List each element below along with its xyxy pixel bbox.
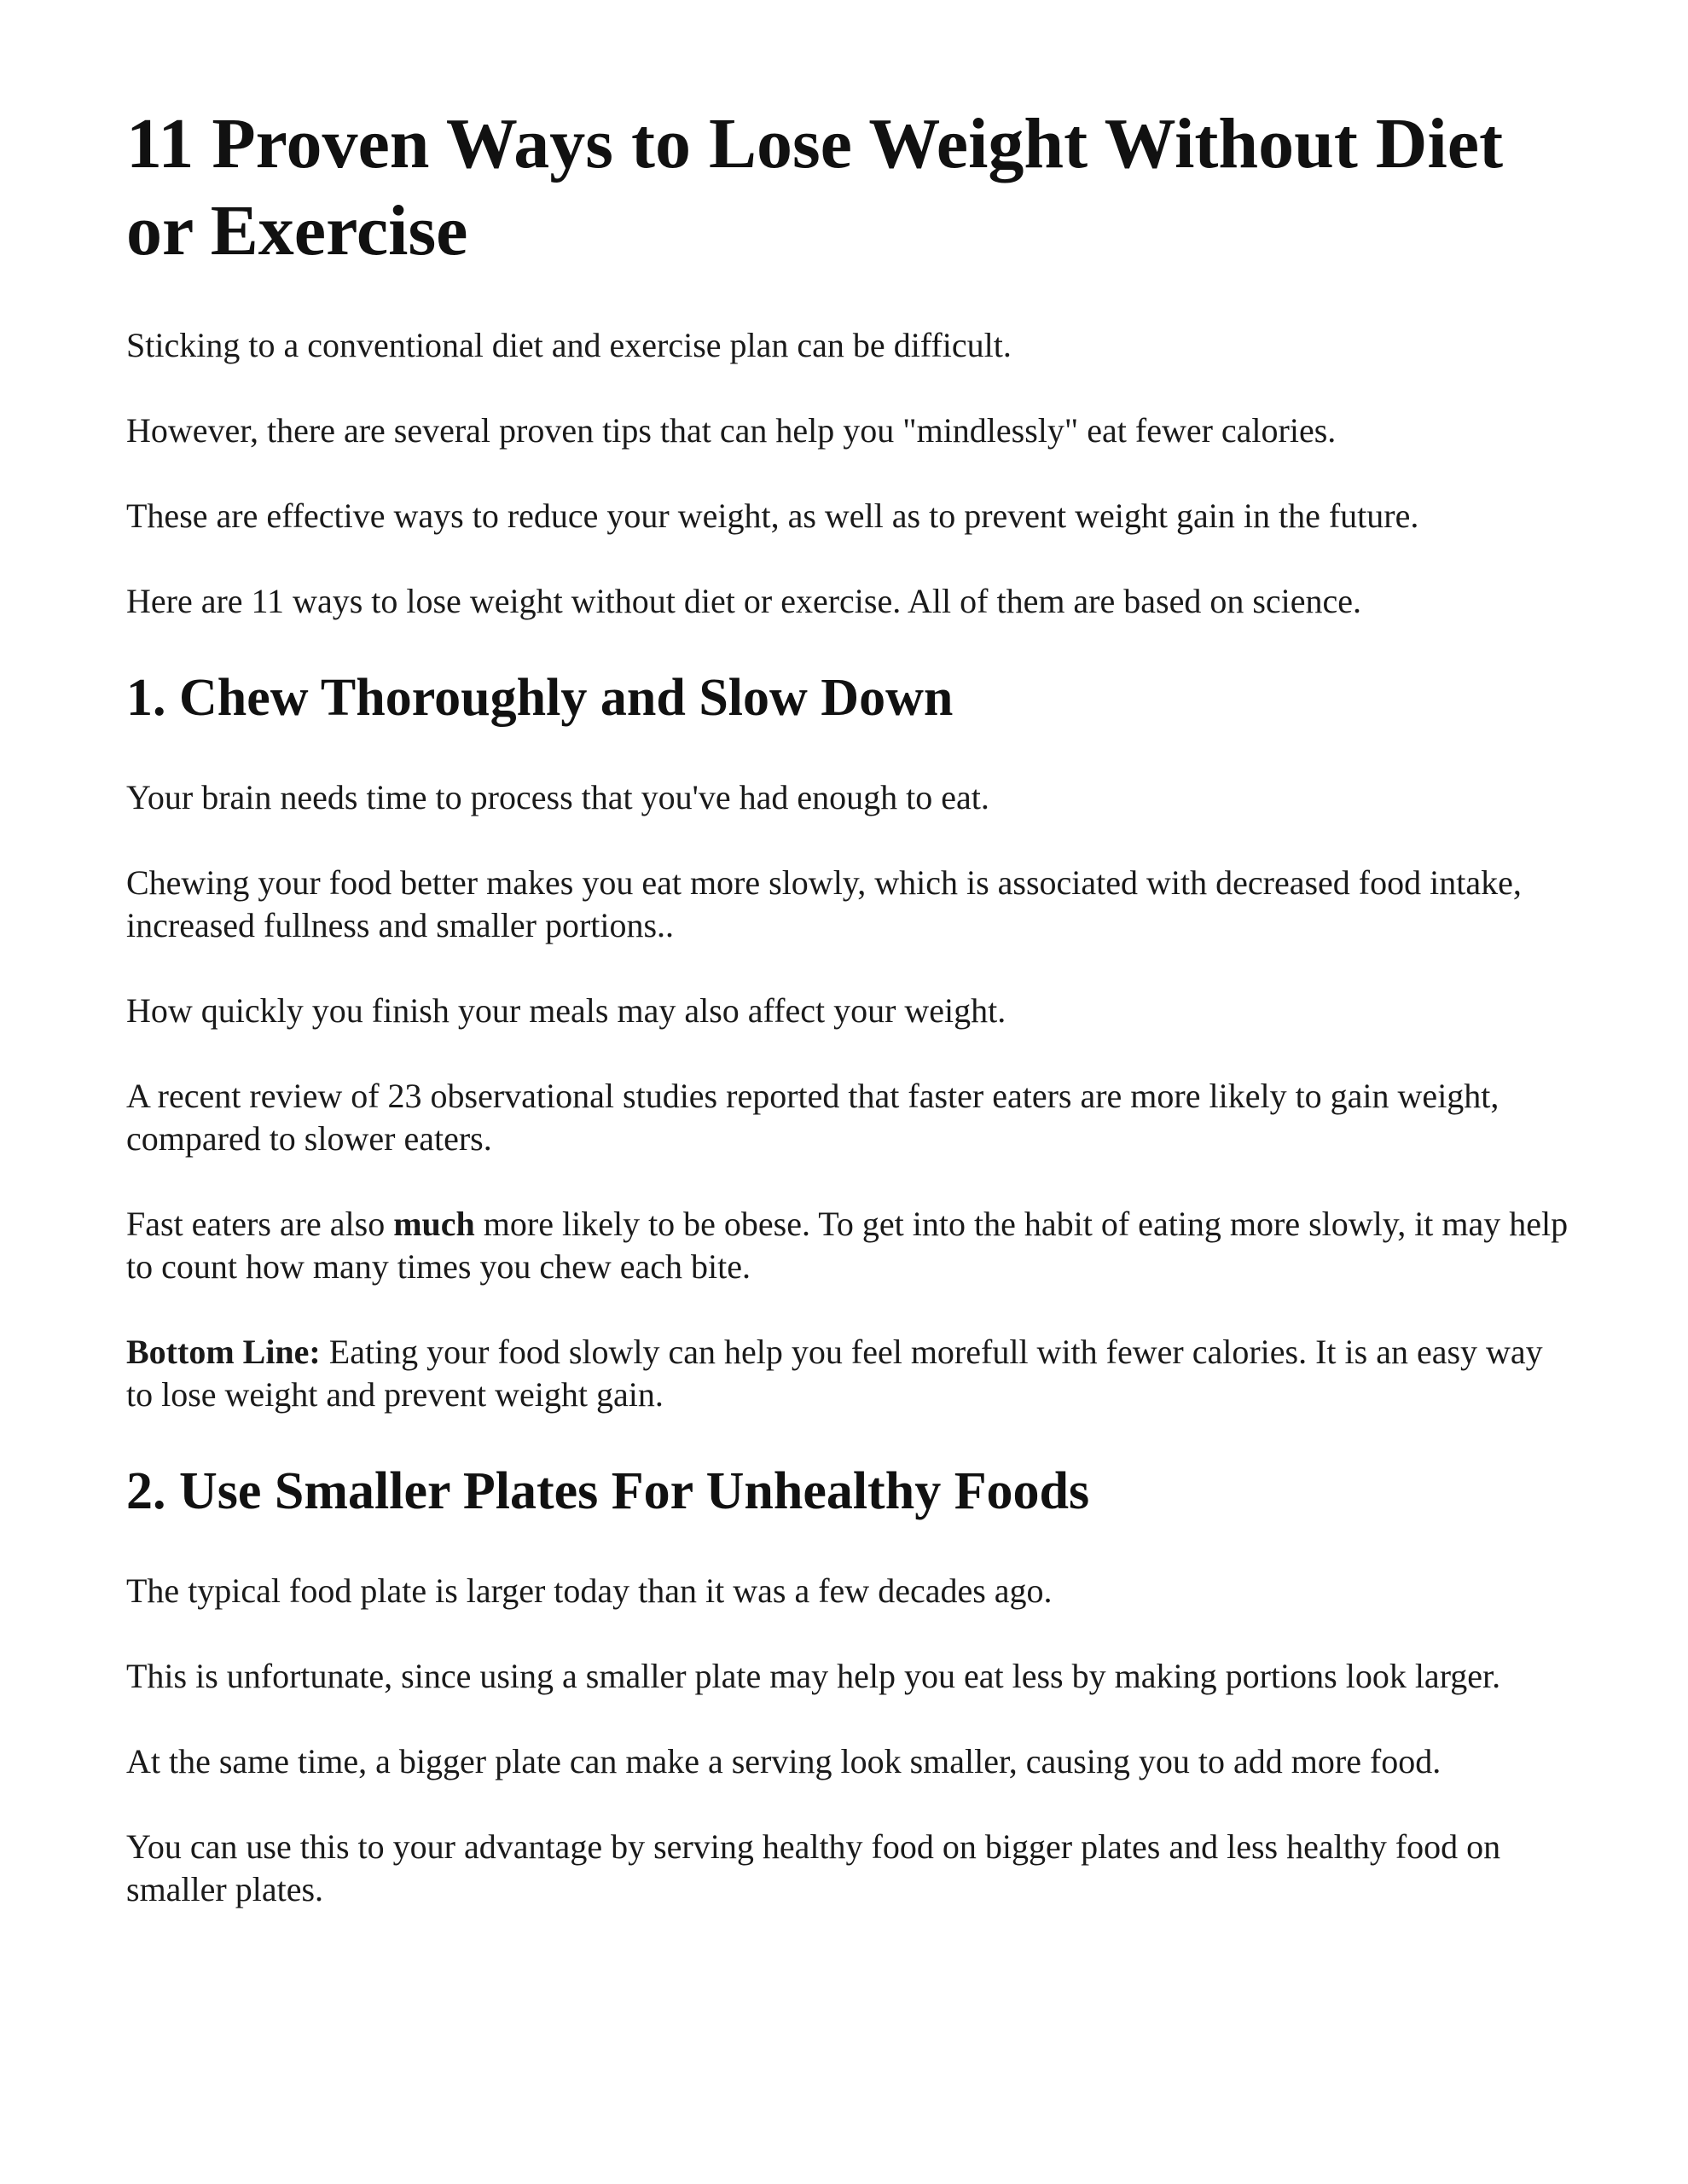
bottom-line-paragraph — [126, 1331, 1576, 1416]
bottom-line-label: Bottom Line: — [126, 1333, 321, 1371]
section-1-paragraph: How quickly you finish your meals may also affect your weight. — [126, 991, 1006, 1030]
section-1-paragraph — [126, 1203, 1576, 1288]
section-1-paragraph: Chewing your food better makes you eat more slowly, which is associated with decreased food intake, increased fullness and smaller portions.. — [126, 863, 1522, 944]
article — [126, 101, 1576, 1954]
intro-paragraph: Sticking to a conventional diet and exercise plan can be difficult. — [126, 326, 1012, 364]
section-2-paragraph: This is unfortunate, since using a smaller plate may help you eat less by making portions look larger. — [126, 1657, 1501, 1695]
article-title: 11 Proven Ways to Lose Weight Without Diet or Exercise — [126, 104, 1504, 270]
text-run: more likely to be obese. To get into the habit of eating more slowly, it may help to count how many times you chew each bite. — [126, 1205, 1569, 1286]
text-run: Fast eaters are also — [126, 1205, 394, 1243]
bottom-line-text: Eating your food slowly can help you feel morefull with fewer calories. It is an easy way to lose weight and prevent weight gain. — [126, 1333, 1543, 1414]
section-2-paragraph: You can use this to your advantage by serving healthy food on bigger plates and less healthy food on smaller plates. — [126, 1827, 1501, 1908]
section-heading-1: 1. Chew Thoroughly and Slow Down — [126, 669, 954, 727]
section-1-paragraph: Your brain needs time to process that you've had enough to eat. — [126, 778, 989, 816]
section-2-paragraph: At the same time, a bigger plate can make a serving look smaller, causing you to add more food. — [126, 1742, 1441, 1780]
intro-paragraph: However, there are several proven tips that can help you "mindlessly" eat fewer calories. — [126, 411, 1337, 450]
section-2-paragraph: The typical food plate is larger today than it was a few decades ago. — [126, 1571, 1053, 1610]
section-heading-2: 2. Use Smaller Plates For Unhealthy Foods — [126, 1462, 1090, 1520]
emphasis-text: much — [393, 1205, 475, 1243]
intro-paragraph: These are effective ways to reduce your weight, as well as to prevent weight gain in the future. — [126, 497, 1419, 535]
intro-paragraph: Here are 11 ways to lose weight without diet or exercise. All of them are based on science. — [126, 582, 1362, 620]
section-1-paragraph: A recent review of 23 observational studies reported that faster eaters are more likely to gain weight, compared to slower eaters. — [126, 1077, 1499, 1158]
